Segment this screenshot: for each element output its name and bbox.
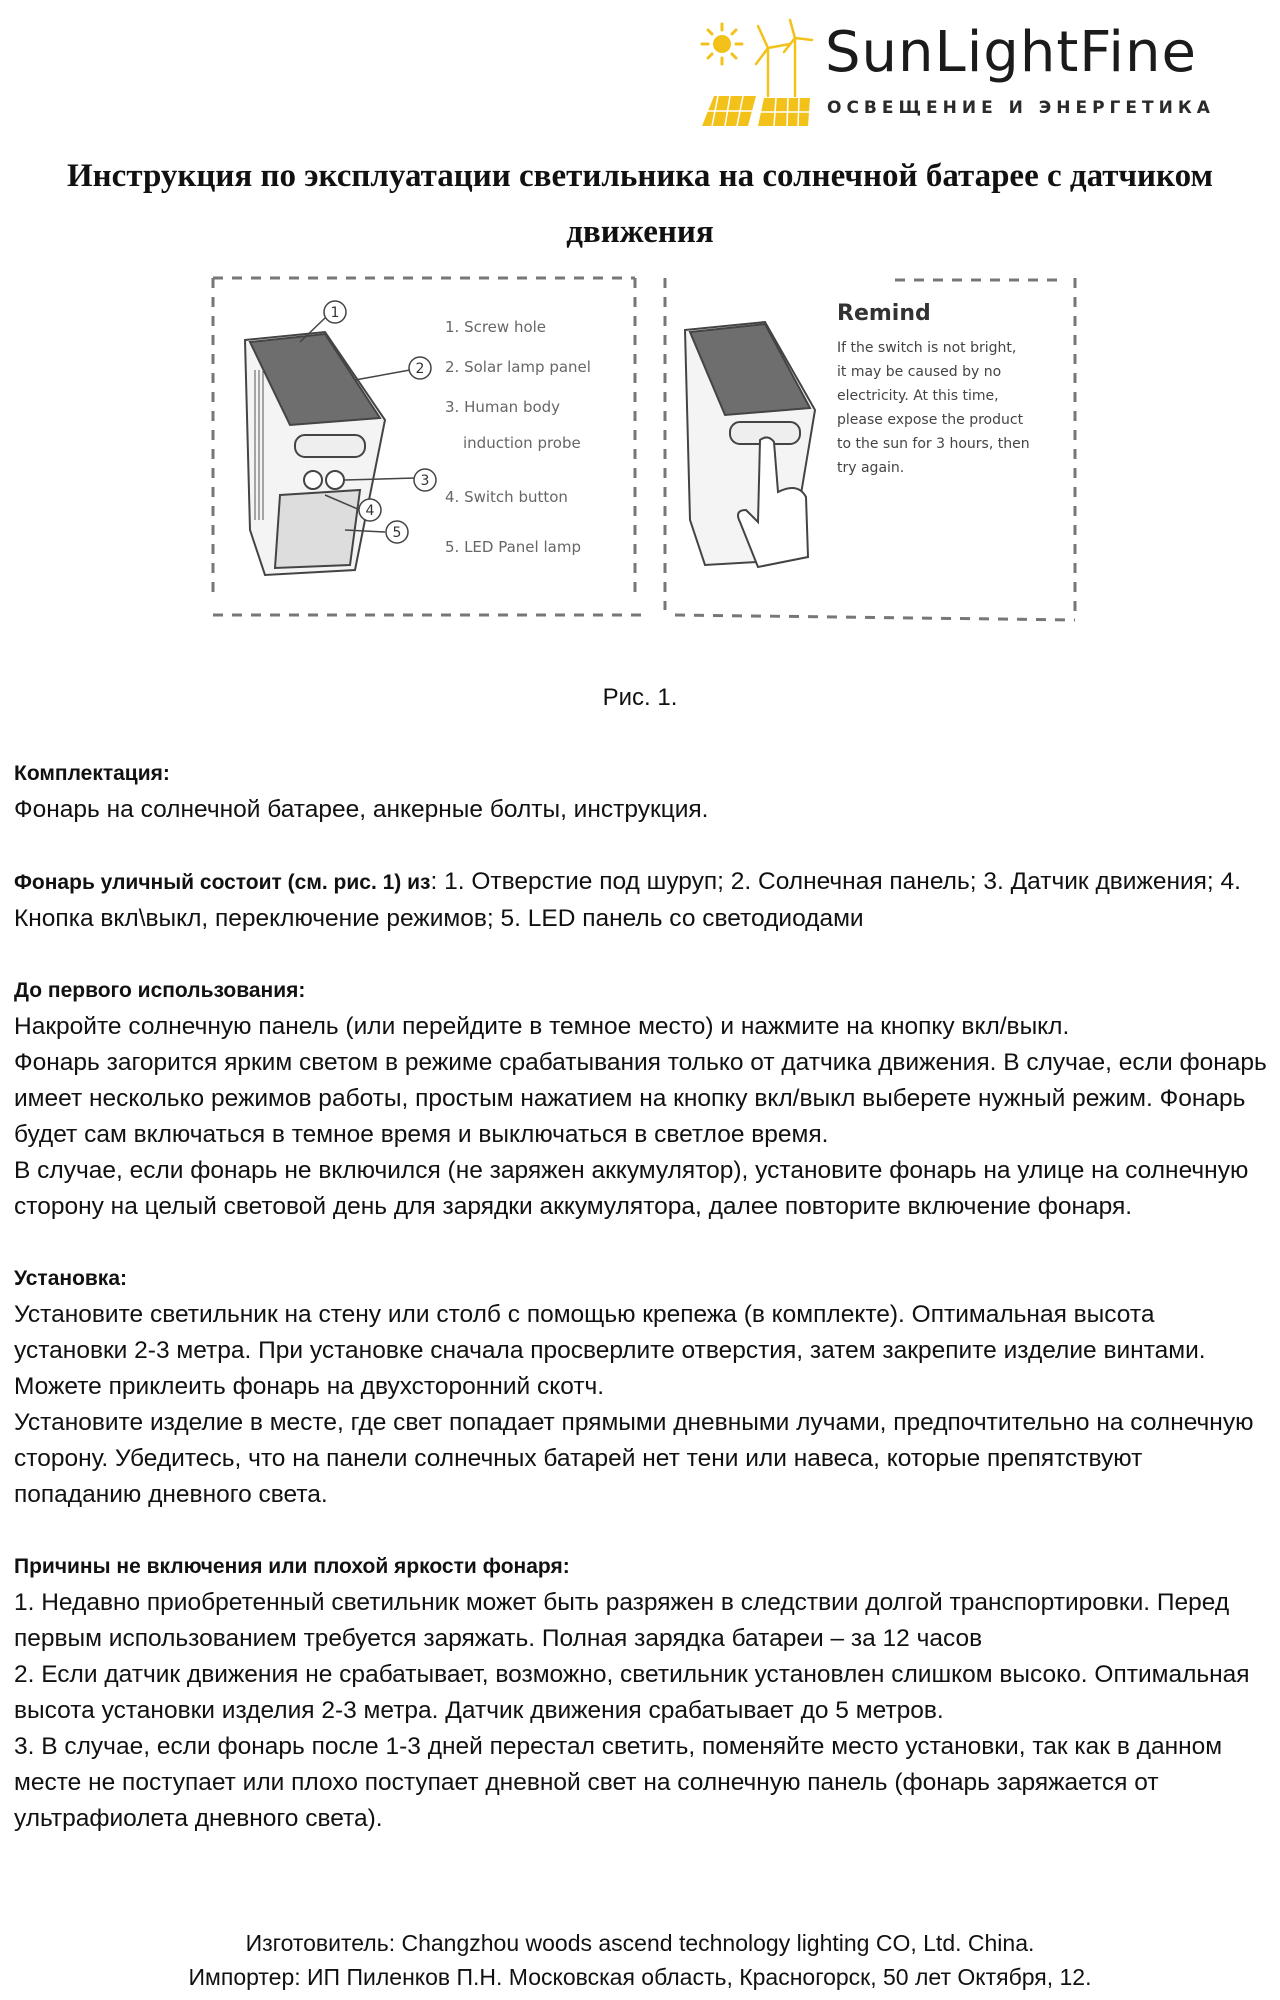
figure-diagram bbox=[205, 270, 1085, 650]
parts-text: : 1. Отверстие под шуруп; 2. Солнечная панель; 3. Датчик движения; 4. Кнопка вкл\выкл, переключение режимов; 5. LED панель со светодиодами bbox=[14, 868, 1241, 932]
install-line: Установите изделие в месте, где свет попадает прямыми дневными лучами, предпочтительно на солнечную сторону. Убедитесь, что на панели солнечных батарей нет тени или навеса, которые препятствуют попаданию дневного света. bbox=[14, 1409, 1254, 1508]
legend-item: 5. LED Panel lamp bbox=[445, 538, 581, 556]
instructions-body bbox=[14, 756, 1269, 1837]
figure-legend bbox=[445, 318, 591, 556]
lamp-illustration-left bbox=[245, 332, 385, 575]
parts-paragraph bbox=[14, 864, 1269, 937]
install-line: Установите светильник на стену или столб с помощью крепежа (в комплекте). Оптимальная высота установки 2-3 метра. При установке сначала просверлите отверстия, затем закрепите изделие винтами. Можете приклеить фонарь на двухсторонний скотч. bbox=[14, 1301, 1206, 1400]
sun-wind-solar-icon bbox=[700, 18, 825, 128]
callout-2: 2 bbox=[415, 361, 425, 377]
remind-line: it may be caused by no bbox=[837, 364, 1002, 380]
footer-importer: Импортер: ИП Пиленков П.Н. Московская область, Красногорск, 50 лет Октября, 12. bbox=[188, 1964, 1092, 1990]
brand-logo bbox=[700, 18, 1230, 128]
section-heading-first-use: До первого использования: bbox=[14, 979, 306, 1002]
remind-line: try again. bbox=[837, 460, 905, 476]
legend-item: 3. Human body bbox=[445, 398, 561, 416]
troubleshoot-line: 2. Если датчик движения не срабатывает, возможно, светильник установлен слишком высоко. Оптимальная высота установки изделия 2-3 метра. Датчик движения срабатывает до 5 метров. bbox=[14, 1661, 1250, 1724]
callout-4: 4 bbox=[365, 503, 375, 519]
troubleshoot-line: 1. Недавно приобретенный светильник может быть разряжен в следствии долгой транспортировки. Перед первым использованием требуется заряжать. Полная зарядка батареи – за 12 часов bbox=[14, 1589, 1230, 1652]
section-heading-install: Установка: bbox=[14, 1267, 127, 1290]
kit-text: Фонарь на солнечной батарее, анкерные болты, инструкция. bbox=[14, 796, 709, 823]
brand-subtitle: ОСВЕЩЕНИЕ И ЭНЕРГЕТИКА bbox=[827, 98, 1215, 118]
lamp-illustration-right bbox=[685, 322, 815, 567]
section-heading-troubleshoot: Причины не включения или плохой яркости фонаря: bbox=[14, 1555, 570, 1578]
footer-manufacturer: Изготовитель: Changzhou woods ascend technology lighting CO, Ltd. China. bbox=[245, 1930, 1035, 1956]
figure-caption: Рис. 1. bbox=[602, 684, 678, 711]
first-use-line: В случае, если фонарь не включился (не заряжен аккумулятор), установите фонарь на улице на солнечную сторону на целый световой день для зарядки аккумулятора, далее повторите включение фонаря. bbox=[14, 1157, 1249, 1220]
remind-title: Remind bbox=[837, 301, 931, 326]
legend-item: 4. Switch button bbox=[445, 488, 568, 506]
footer bbox=[0, 1926, 1280, 1994]
legend-item: 1. Screw hole bbox=[445, 318, 547, 336]
section-heading-kit: Комплектация: bbox=[14, 762, 170, 785]
callout-3: 3 bbox=[420, 473, 430, 489]
page-title: Инструкция по эксплуатации светильника на солнечной батарее с датчиком движения bbox=[67, 158, 1213, 250]
brand-name: SunLightFine bbox=[825, 20, 1197, 85]
first-use-line: Фонарь загорится ярким светом в режиме срабатывания только от датчика движения. В случае, если фонарь имеет несколько режимов работы, простым нажатием на кнопку вкл/выкл выберете нужный режим. Фонарь будет сам включаться в темное время и выключаться в светлое время. bbox=[14, 1049, 1267, 1148]
remind-line: to the sun for 3 hours, then bbox=[837, 436, 1030, 452]
legend-item: 2. Solar lamp panel bbox=[445, 358, 591, 376]
troubleshoot-line: 3. В случае, если фонарь после 1-3 дней перестал светить, поменяйте место установки, так как в данном месте не поступает или плохо поступает дневной свет на солнечную панель (фонарь заряжается от ультрафиолета дневного света). bbox=[14, 1733, 1223, 1832]
remind-line: electricity. At this time, bbox=[837, 388, 999, 404]
remind-line: If the switch is not bright, bbox=[837, 340, 1017, 356]
first-use-line: Накройте солнечную панель (или перейдите в темное место) и нажмите на кнопку вкл/выкл. bbox=[14, 1013, 1070, 1040]
remind-line: please expose the product bbox=[837, 412, 1024, 428]
legend-item: induction probe bbox=[463, 434, 581, 452]
callout-5: 5 bbox=[392, 525, 402, 541]
section-heading-parts: Фонарь уличный состоит (см. рис. 1) из bbox=[14, 871, 431, 894]
callout-1: 1 bbox=[330, 305, 340, 321]
